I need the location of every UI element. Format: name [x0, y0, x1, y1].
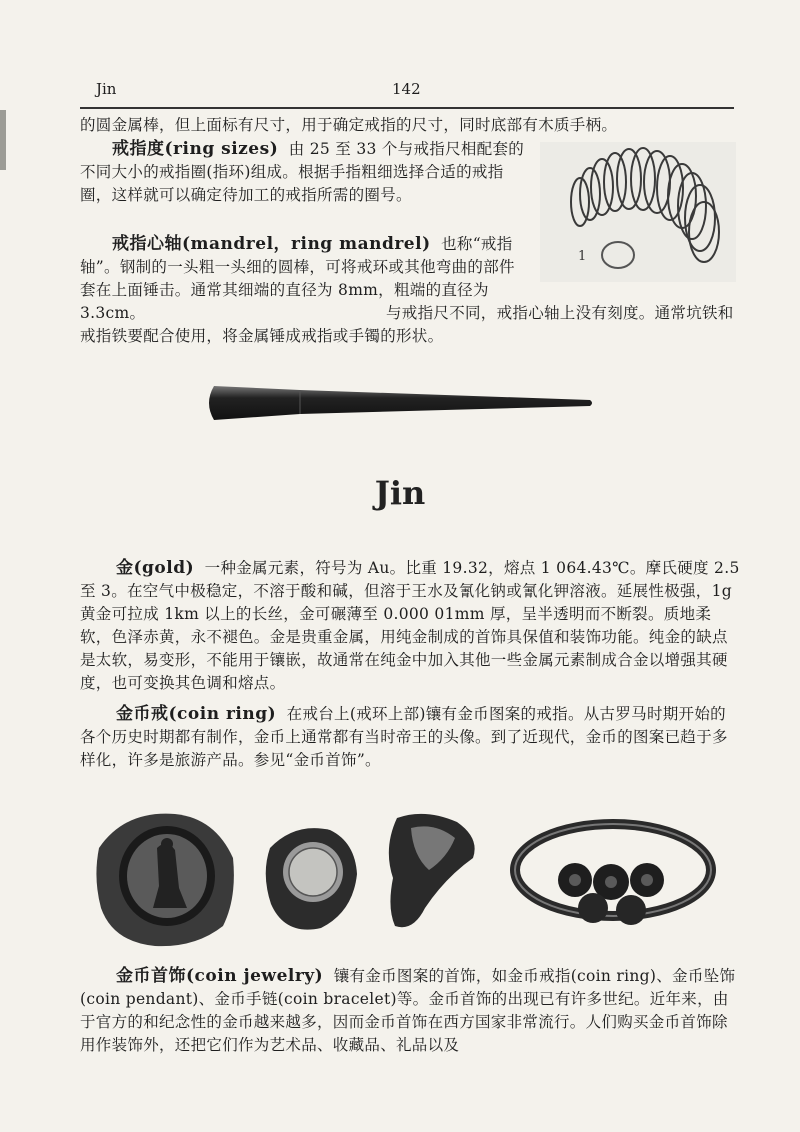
ring-sizer-figure	[540, 142, 736, 282]
page-header	[80, 80, 734, 108]
figure-label-1: 1	[578, 249, 587, 264]
definition-mandrel-part2: 与戒指尺不同，戒指心轴上没有刻度。通常坑铁和戒指铁要配合使用，将金属锤成戒指或手镯的形状。	[80, 304, 734, 345]
coin-ring-1	[96, 814, 233, 947]
entry-gold	[80, 557, 740, 695]
term-gold: 金(gold)	[116, 558, 195, 578]
header-rule	[80, 107, 734, 109]
ring-mandrel-illustration	[200, 380, 595, 426]
coin-ring-2	[266, 828, 357, 929]
ring-mandrel-figure	[200, 380, 595, 426]
definition-mandrel-part1: 也称“戒指轴”。钢制的一头粗一头细的圆棒，可将戒环或其他弯曲的部件套在上面锤击。通常其细端的直径为 8mm，粗端的直径为 3.3cm。	[80, 235, 515, 322]
ring-sizer-illustration	[540, 142, 736, 282]
term-coin-ring: 金币戒(coin ring)	[116, 704, 277, 724]
continuation-paragraph	[80, 114, 740, 137]
entry-coin-ring	[80, 703, 740, 772]
term-coin-jewelry: 金币首饰(coin jewelry)	[116, 966, 324, 986]
section-heading: Jin	[374, 474, 426, 512]
entry-coin-jewelry	[80, 965, 740, 1057]
running-title: Jin	[96, 80, 117, 98]
coin-rings-figure	[95, 808, 720, 953]
definition-ring-sizes: 由 25 至 33 个与戒指尺相配套的不同大小的戒指圈(指环)组成。根据手指粗细选择合适的戒指圈，这样就可以确定待加工的戒指所需的圈号。	[80, 140, 525, 204]
page-edge-shadow	[0, 110, 6, 170]
definition-coin-jewelry: 镶有金币图案的首饰，如金币戒指(coin ring)、金币坠饰(coin pendant)、金币手链(coin bracelet)等。金币首饰的出现已有许多世纪。近年来，由于官方的和纪念性的金币越来越多，因而金币首饰在西方国家非常流行。人们购买金币首饰除用作装饰外，还把它们作为艺术品、收藏品、礼品以及	[80, 967, 736, 1054]
entry-ring-sizes	[80, 138, 526, 207]
term-ring-sizes: 戒指度(ring sizes)	[112, 139, 279, 159]
coin-ring-3	[389, 814, 475, 927]
coin-ring-4	[515, 824, 711, 925]
definition-gold: 一种金属元素，符号为 Au。比重 19.32，熔点 1 064.43℃。摩氏硬度 2.5 至 3。在空气中极稳定，不溶于酸和碱，但溶于王水及氰化钠或氰化钾溶液。延展性极强，1g 黄金可拉成 1km 以上的长丝，金可碾薄至 0.000 01mm 厚，呈半透明而不断裂。质地柔软，色泽赤黄，永不褪色。金是贵重金属，用纯金制成的首饰具保值和装饰功能。纯金的缺点是太软，易变形，不能用于镶嵌，故通常在纯金中加入其他一些金属元素制成合金以增强其硬度，也可变换其色调和熔点。	[80, 559, 740, 692]
page-number: 142	[392, 80, 421, 98]
definition-coin-ring: 在戒台上(戒环上部)镶有金币图案的戒指。从古罗马时期开始的各个历史时期都有制作，金币上通常都有当时帝王的头像。到了近现代，金币的图案已趋于多样化，许多是旅游产品。参见“金币首饰”。	[80, 705, 728, 769]
coin-rings-illustration	[95, 808, 720, 953]
entry-mandrel-continued	[80, 302, 740, 348]
continuation-text: 的圆金属棒，但上面标有尺寸，用于确定戒指的尺寸，同时底部有木质手柄。	[80, 116, 618, 134]
term-mandrel: 戒指心轴(mandrel，ring mandrel)	[112, 234, 431, 254]
